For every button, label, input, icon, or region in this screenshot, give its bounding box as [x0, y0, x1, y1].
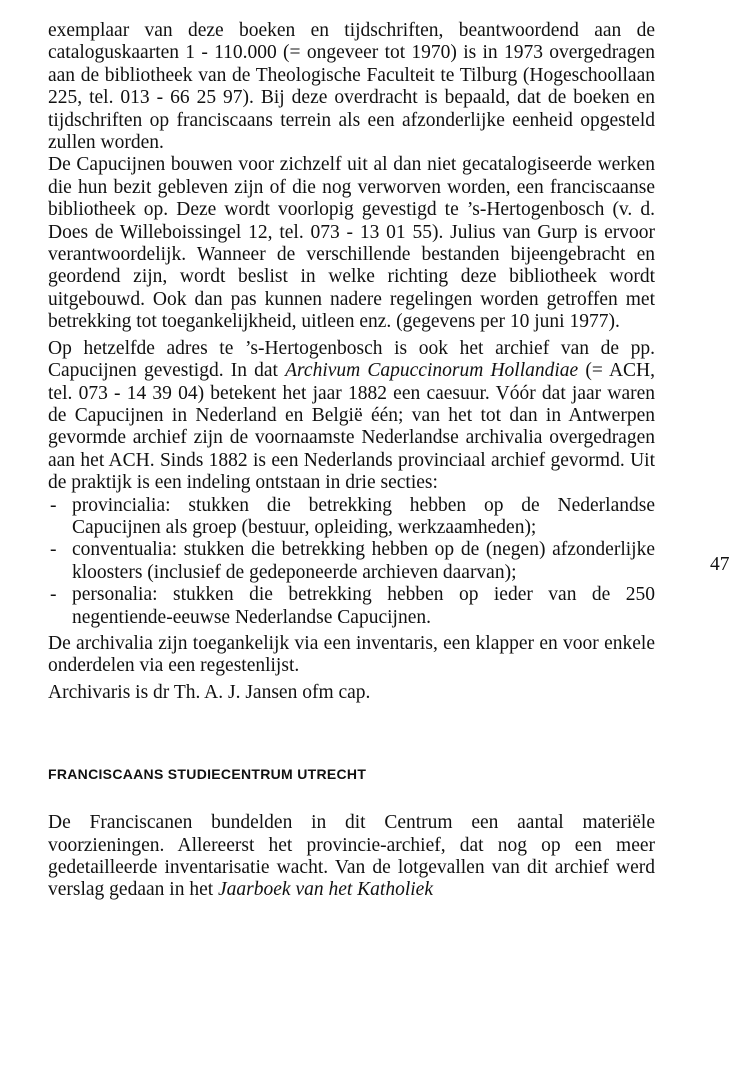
list-bullet: -: [50, 584, 57, 606]
archive-sections-list: [48, 495, 655, 629]
paragraph-access: De archivalia zijn toegankelijk via een inventaris, een klapper en voor enkele onderdelen via een regestenlijst.: [48, 632, 655, 677]
list-item: [48, 539, 655, 584]
list-bullet: -: [50, 539, 57, 561]
archive-title: Archivum Capuccinorum Hollandiae: [285, 360, 579, 382]
yearbook-title: Jaarboek van het Katholiek: [218, 879, 433, 901]
list-item-text: conventualia: stukken die betrekking hebben op de (negen) afzonderlijke kloosters (inclusief de gedeponeerde archieven daarvan);: [72, 539, 655, 583]
archive-text-end: (= ACH, tel. 073 - 14 39 04) betekent het jaar 1882 een caesuur. Vóór dat jaar waren de Capucijnen in Nederland en België één; van het tot dan in Antwerpen gevormde archief zijn de voornaamste Nederlandse archivalia overgedragen aan het ACH. Sinds 1882 is een Nederlands provinciaal archief gevormd. Uit de praktijk is een indeling ontstaan in drie secties:: [48, 360, 655, 494]
list-item-text: provincialia: stukken die betrekking hebben op de Nederlandse Capucijnen als groep (bestuur, opleiding, werkzaamheden);: [72, 494, 655, 538]
list-item: [48, 584, 655, 629]
page-content: [48, 20, 655, 902]
paragraph-archivist: Archivaris is dr Th. A. J. Jansen ofm cap.: [48, 681, 371, 703]
paragraph-capuchin-archive: [48, 338, 655, 495]
paragraph-library-transfer: exemplaar van deze boeken en tijdschriften, beantwoordend aan de cataloguskaarten 1 - 110.000 (= ongeveer tot 1970) is in 1973 overgedragen aan de bibliotheek van de Theologische Faculteit te Tilburg (Hogeschoollaan 225, tel. 013 - 66 25 97). Bij deze overdracht is bepaald, dat de boeken en tijdschriften op franciscaans terrein als een afzonderlijke eenheid opgesteld zullen worden.: [48, 20, 655, 154]
archive-text-start: Op hetzelfde adres te ’s-Hertogenbosch is ook het archief van de pp. Capucijnen gevestigd. In dat: [48, 337, 655, 382]
list-item: [48, 495, 655, 540]
section-heading: FRANCISCAANS STUDIECENTRUM UTRECHT: [48, 766, 367, 783]
page-number: 47: [710, 554, 730, 575]
list-bullet: -: [50, 494, 57, 516]
paragraph-capuchin-library: De Capucijnen bouwen voor zichzelf uit al dan niet gecatalogiseerde werken die hun bezit gebleven zijn of die nog verworven worden, een franciscaanse bibliotheek op. Deze wordt voorlopig gevestigd te ’s-Hertogenbosch (v. d. Does de Willeboissingel 12, tel. 073 - 13 01 55). Julius van Gurp is ervoor verantwoordelijk. Wanneer de verschillende bestanden bijeengebracht en geordend zijn, wordt beslist in welke richting deze bibliotheek wordt uitgebouwd. Ook dan pas kunnen nadere regelingen worden getroffen met betrekking tot toegankelijkheid, uitleen enz. (gegevens per 10 juni 1977).: [48, 154, 655, 333]
study-centre-text: De Franciscanen bundelden in dit Centrum een aantal materiële voorzieningen. Allereerst het provincie-archief, dat nog op een meer gedetailleerde inventarisatie wacht. Van de lotgevallen van dit archief werd verslag gedaan in het: [48, 812, 655, 901]
paragraph-study-centre: [48, 812, 655, 902]
list-item-text: personalia: stukken die betrekking hebben op ieder van de 250 negentiende-eeuwse Nederlandse Capucijnen.: [72, 584, 655, 628]
